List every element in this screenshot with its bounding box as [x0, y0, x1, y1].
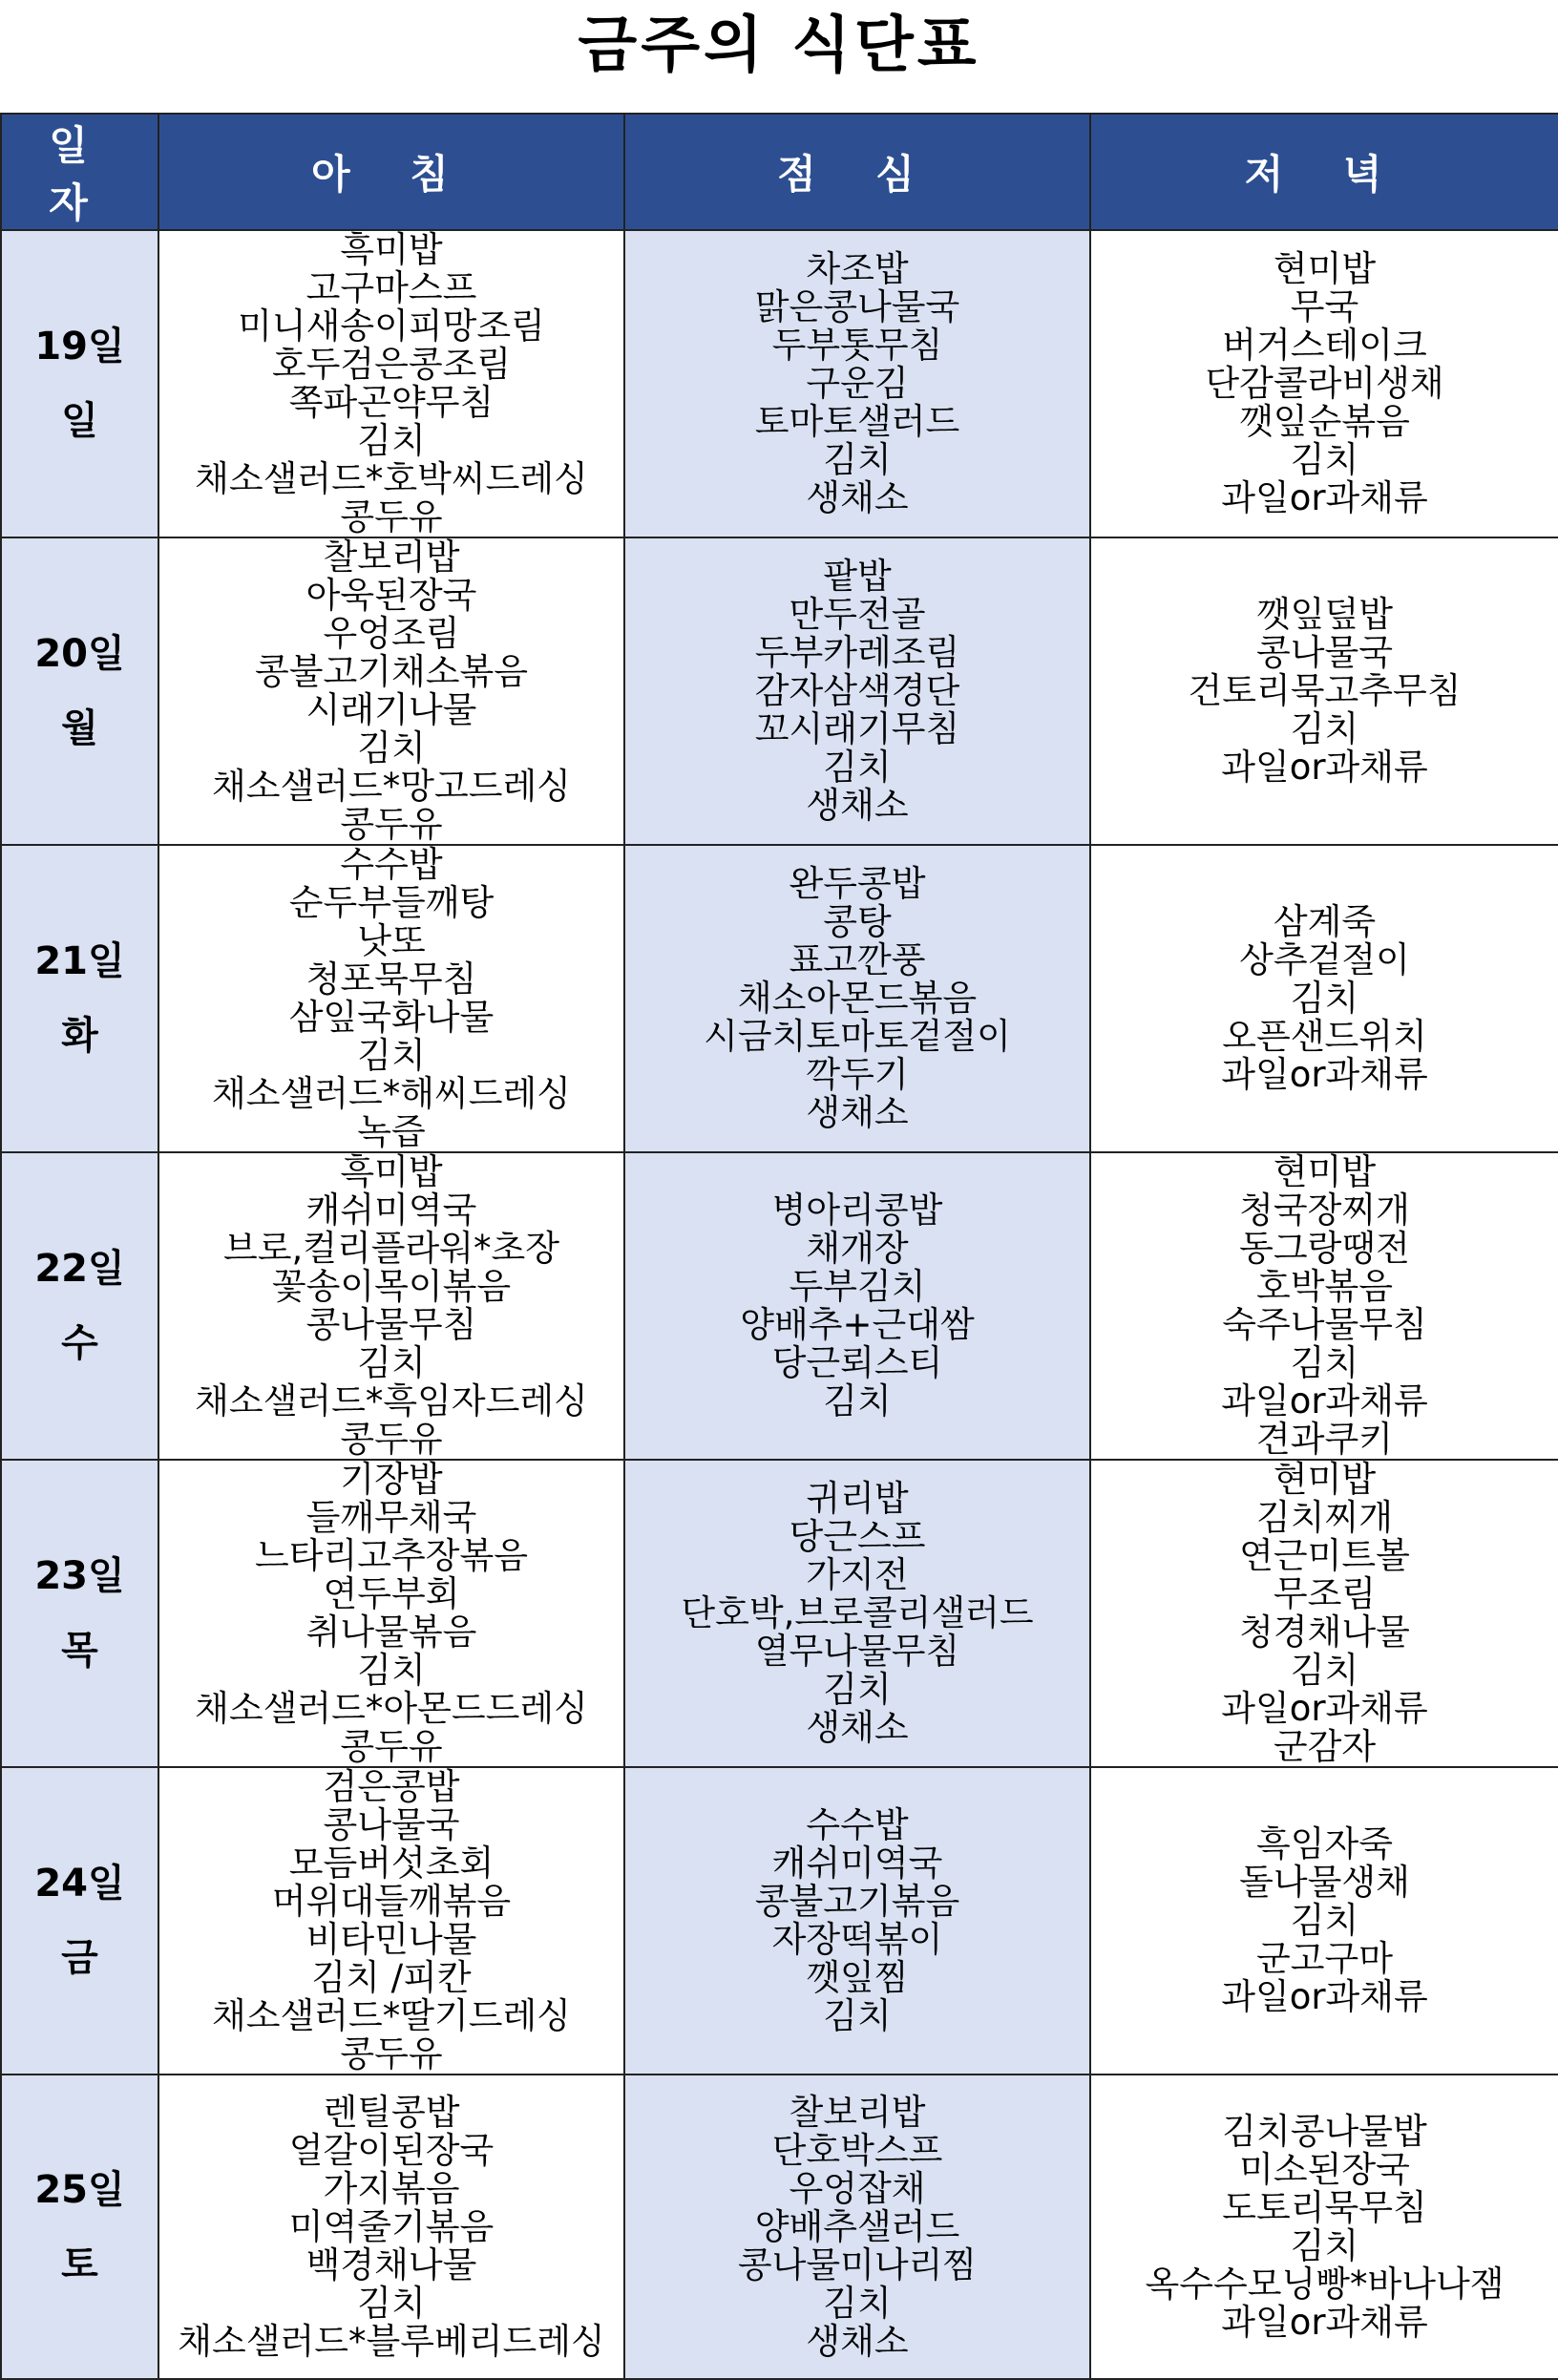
breakfast-cell: [158, 1460, 624, 1767]
menu-item: 두부카레조림: [754, 632, 960, 673]
menu-item: 콩나물무침: [305, 1304, 477, 1345]
menu-item: 두부김치: [789, 1266, 926, 1307]
page-title: 금주의 식단표: [578, 11, 980, 81]
menu-item: 검은콩밥: [323, 1766, 460, 1807]
breakfast-cell: [158, 537, 624, 845]
dinner-cell: [1090, 1460, 1558, 1767]
dinner-cell: [1090, 537, 1558, 845]
menu-item: 김치: [357, 727, 426, 769]
day-row: [1, 537, 1558, 845]
menu-item: 꽃송이목이볶음: [271, 1266, 512, 1307]
day-cell: [1, 1152, 158, 1460]
menu-item: 연두부회: [323, 1573, 460, 1614]
menu-item: 과일or과채류: [1221, 2301, 1428, 2343]
menu-item: 채소샐러드*호박씨드레싱: [195, 458, 588, 499]
day-date: 19일: [34, 325, 125, 369]
menu-item: 느타리고추장볶음: [255, 1535, 528, 1576]
menu-item: 기장밥: [340, 1459, 443, 1500]
breakfast-list: [159, 1153, 623, 1459]
menu-item: 찰보리밥: [789, 2091, 926, 2133]
header-breakfast: 아 침: [158, 114, 624, 230]
menu-item: 김치: [357, 1650, 426, 1691]
menu-body: [1, 230, 1558, 2379]
menu-item: 연근미트볼: [1239, 1535, 1410, 1576]
menu-item: 청포묵무침: [305, 958, 477, 1000]
menu-item: 얼갈이된장국: [288, 2129, 495, 2171]
menu-item: 흑미밥: [340, 229, 443, 270]
menu-item: 호두검은콩조림: [271, 344, 512, 385]
day-cell: [1, 845, 158, 1152]
dinner-cell: [1090, 845, 1558, 1152]
menu-item: 돌나물생채: [1239, 1862, 1410, 1903]
menu-item: 팥밥: [823, 556, 892, 597]
menu-item: 과일or과채류: [1221, 1976, 1428, 2017]
day-date: 23일: [34, 1554, 125, 1598]
menu-item: 김치: [1290, 708, 1359, 749]
menu-item: 군고구마: [1256, 1938, 1393, 1979]
menu-item: 동그랑땡전: [1239, 1228, 1410, 1269]
menu-item: 흑미밥: [340, 1151, 443, 1192]
menu-item: 옥수수모닝빵*바나나잼: [1145, 2263, 1505, 2305]
menu-item: 채소샐러드*망고드레싱: [212, 766, 571, 807]
day-weekday: 토: [61, 2242, 98, 2286]
menu-item: 김치콩나물밥: [1222, 2110, 1427, 2152]
menu-item: 낫또: [357, 920, 426, 961]
day-weekday: 금: [61, 1936, 98, 1980]
menu-item: 콩두유: [340, 1419, 443, 1460]
menu-item: 생채소: [806, 2320, 909, 2362]
menu-item: 김치: [1290, 1900, 1359, 1941]
day-weekday: 목: [61, 1629, 98, 1673]
lunch-list: [625, 1480, 1089, 1747]
menu-item: 가지볶음: [323, 2167, 460, 2209]
menu-item: 오픈샌드위치: [1222, 1016, 1427, 1057]
menu-item: 캐쉬미역국: [305, 1190, 477, 1231]
lunch-cell: [624, 1152, 1090, 1460]
menu-item: 무조림: [1273, 1573, 1377, 1614]
lunch-list: [625, 558, 1089, 825]
menu-item: 당근뢰스티: [771, 1342, 943, 1383]
menu-item: 견과쿠키: [1256, 1419, 1393, 1460]
breakfast-list: [159, 1768, 623, 2074]
menu-item: 깻잎찜: [806, 1957, 909, 1998]
menu-item: 과일or과채류: [1221, 747, 1428, 788]
day-date: 25일: [34, 2167, 125, 2212]
menu-item: 양배추+근대쌈: [740, 1304, 975, 1345]
menu-item: 백경채나물: [305, 2243, 477, 2285]
menu-item: 채개장: [806, 1228, 909, 1269]
menu-item: 콩두유: [340, 1726, 443, 1767]
menu-item: 현미밥: [1273, 248, 1377, 289]
day-row: [1, 230, 1558, 537]
menu-item: 캐쉬미역국: [771, 1843, 943, 1884]
lunch-cell: [624, 1460, 1090, 1767]
menu-item: 채소샐러드*아몬드드레싱: [195, 1688, 588, 1729]
menu-item: 상추겉절이: [1239, 939, 1410, 980]
menu-item: 두부톳무침: [771, 325, 943, 366]
menu-item: 콩탕: [823, 901, 892, 942]
header-day: 일 자: [1, 114, 158, 230]
day-date: 22일: [34, 1247, 125, 1291]
menu-item: 김치: [823, 2282, 892, 2324]
day-row: [1, 2075, 1558, 2379]
breakfast-cell: [158, 1767, 624, 2075]
day-cell: [1, 2075, 158, 2379]
dinner-list: [1091, 2110, 1558, 2343]
menu-item: 우엉조림: [323, 613, 460, 654]
menu-item: 깻잎덮밥: [1256, 594, 1393, 635]
menu-item: 우엉잡채: [789, 2167, 926, 2209]
menu-item: 시래기나물: [305, 689, 477, 730]
breakfast-cell: [158, 845, 624, 1152]
dinner-list: [1091, 1153, 1558, 1459]
menu-item: 김치: [1290, 1650, 1359, 1691]
menu-item: 토마토샐러드: [754, 401, 960, 442]
dinner-cell: [1090, 2075, 1558, 2379]
menu-item: 쪽파곤약무침: [288, 382, 495, 423]
dinner-list: [1091, 596, 1558, 787]
menu-item: 생채소: [806, 1707, 909, 1748]
day-cell: [1, 1767, 158, 2075]
menu-item: 김치: [823, 1995, 892, 2036]
breakfast-list: [159, 846, 623, 1151]
menu-item: 김치: [357, 1342, 426, 1383]
lunch-list: [625, 865, 1089, 1132]
menu-item: 삼잎국화나물: [288, 997, 495, 1038]
menu-item: 과일or과채류: [1221, 1380, 1428, 1422]
day-weekday: 수: [61, 1321, 98, 1365]
dinner-cell: [1090, 230, 1558, 537]
menu-item: 김치: [1290, 2224, 1359, 2266]
menu-item: 깻잎순볶음: [1239, 401, 1410, 442]
menu-item: 열무나물무침: [754, 1631, 960, 1672]
menu-item: 흑임자죽: [1256, 1823, 1393, 1864]
menu-item: 김치: [357, 1035, 426, 1076]
menu-item: 수수밥: [340, 844, 443, 885]
day-cell: [1, 537, 158, 845]
menu-item: 김치: [823, 1669, 892, 1710]
day-cell: [1, 1460, 158, 1767]
menu-item: 단호박,브로콜리샐러드: [681, 1592, 1034, 1633]
menu-item: 구운김: [806, 363, 909, 404]
menu-item: 김치: [823, 747, 892, 788]
menu-item: 렌틸콩밥: [323, 2091, 460, 2133]
menu-item: 채소샐러드*해씨드레싱: [212, 1073, 571, 1114]
dinner-cell: [1090, 1152, 1558, 1460]
menu-item: 콩불고기채소볶음: [255, 651, 528, 692]
menu-item: 병아리콩밥: [771, 1190, 943, 1231]
menu-item: 청국장찌개: [1239, 1190, 1410, 1231]
menu-item: 표고깐풍: [789, 939, 926, 980]
day-date: 24일: [34, 1862, 125, 1906]
weekly-menu-table: [0, 113, 1558, 2380]
menu-item: 김치: [1290, 978, 1359, 1019]
dinner-list: [1091, 1825, 1558, 2016]
menu-item: 단감콜라비생채: [1205, 363, 1444, 404]
menu-item: 시금치토마토겉절이: [704, 1016, 1011, 1057]
menu-item: 모듬버섯초회: [288, 1843, 495, 1884]
menu-item: 꼬시래기무침: [754, 708, 960, 749]
menu-item: 생채소: [806, 785, 909, 826]
menu-item: 양배추샐러드: [754, 2205, 960, 2247]
menu-item: 숙주나물무침: [1222, 1304, 1427, 1345]
menu-item: 버거스테이크: [1222, 325, 1427, 366]
menu-item: 군감자: [1273, 1726, 1377, 1767]
day-row: [1, 1152, 1558, 1460]
day-row: [1, 1460, 1558, 1767]
menu-item: 과일or과채류: [1221, 1688, 1428, 1729]
breakfast-cell: [158, 1152, 624, 1460]
lunch-cell: [624, 845, 1090, 1152]
menu-item: 미소된장국: [1239, 2148, 1410, 2190]
menu-item: 만두전골: [789, 594, 926, 635]
menu-item: 호박볶음: [1256, 1266, 1393, 1307]
menu-item: 무국: [1290, 286, 1359, 327]
menu-item: 콩나물국: [1256, 632, 1393, 673]
dinner-list: [1091, 1461, 1558, 1766]
header-lunch: 점 심: [624, 114, 1090, 230]
lunch-list: [625, 1191, 1089, 1421]
menu-item: 현미밥: [1273, 1151, 1377, 1192]
lunch-list: [625, 1806, 1089, 2035]
menu-item: 김치 /피칸: [311, 1957, 472, 1998]
menu-item: 생채소: [806, 477, 909, 518]
menu-item: 자장떡볶이: [771, 1919, 943, 1960]
menu-item: 김치: [1290, 439, 1359, 480]
menu-item: 김치: [1290, 1342, 1359, 1383]
menu-item: 미니새송이피망조림: [238, 305, 545, 347]
day-cell: [1, 230, 158, 537]
menu-item: 단호박스프: [771, 2129, 943, 2171]
menu-item: 채소샐러드*딸기드레싱: [212, 1995, 571, 2036]
menu-item: 콩두유: [340, 804, 443, 845]
day-weekday: 화: [61, 1014, 98, 1058]
menu-item: 콩나물국: [323, 1804, 460, 1845]
lunch-cell: [624, 1767, 1090, 2075]
menu-item: 채소샐러드*흑임자드레싱: [195, 1380, 588, 1422]
menu-item: 머위대들깨볶음: [271, 1881, 512, 1922]
day-date: 20일: [34, 632, 125, 676]
breakfast-list: [159, 2091, 623, 2362]
menu-item: 순두부들깨탕: [288, 882, 495, 923]
menu-item: 김치: [823, 1380, 892, 1422]
breakfast-list: [159, 1461, 623, 1766]
header-dinner: 저 녁: [1090, 114, 1558, 230]
menu-item: 김치찌개: [1256, 1497, 1393, 1538]
menu-item: 깍두기: [806, 1054, 909, 1095]
menu-item: 고구마스프: [305, 267, 477, 308]
menu-item: 취나물볶음: [305, 1611, 477, 1653]
menu-item: 과일or과채류: [1221, 477, 1428, 518]
lunch-cell: [624, 2075, 1090, 2379]
menu-item: 삼계죽: [1273, 901, 1377, 942]
menu-item: 미역줄기볶음: [288, 2205, 495, 2247]
dinner-list: [1091, 250, 1558, 517]
menu-item: 차조밥: [806, 248, 909, 289]
lunch-cell: [624, 537, 1090, 845]
day-row: [1, 845, 1558, 1152]
dinner-cell: [1090, 1767, 1558, 2075]
menu-item: 채소샐러드*블루베리드레싱: [178, 2320, 605, 2362]
menu-item: 청경채나물: [1239, 1611, 1410, 1653]
menu-item: 김치: [357, 420, 426, 461]
lunch-cell: [624, 230, 1090, 537]
menu-item: 찰보리밥: [323, 537, 460, 578]
breakfast-list: [159, 231, 623, 537]
menu-item: 가지전: [806, 1554, 909, 1595]
menu-item: 녹즙: [357, 1111, 426, 1152]
day-row: [1, 1767, 1558, 2075]
breakfast-cell: [158, 2075, 624, 2379]
menu-item: 도토리묵무침: [1222, 2186, 1427, 2228]
menu-item: 김치: [823, 439, 892, 480]
header-row: [1, 114, 1558, 230]
menu-item: 당근스프: [789, 1516, 926, 1557]
menu-item: 현미밥: [1273, 1459, 1377, 1500]
menu-item: 콩두유: [340, 2033, 443, 2075]
menu-item: 채소아몬드볶음: [737, 978, 978, 1019]
menu-item: 아욱된장국: [305, 575, 477, 616]
day-weekday: 일: [61, 399, 98, 443]
menu-item: 비타민나물: [305, 1919, 477, 1960]
menu-item: 수수밥: [806, 1804, 909, 1845]
breakfast-list: [159, 538, 623, 844]
day-weekday: 월: [61, 706, 98, 750]
menu-item: 맑은콩나물국: [754, 286, 960, 327]
lunch-list: [625, 250, 1089, 517]
menu-item: 브로,컬리플라워*초장: [223, 1228, 559, 1269]
menu-item: 콩나물미나리찜: [737, 2243, 978, 2285]
menu-item: 생채소: [806, 1092, 909, 1133]
menu-item: 콩두유: [340, 496, 443, 537]
menu-item: 과일or과채류: [1221, 1054, 1428, 1095]
menu-item: 감자삼색경단: [754, 670, 960, 711]
dinner-list: [1091, 903, 1558, 1094]
menu-item: 건토리묵고추무침: [1188, 670, 1462, 711]
menu-item: 콩불고기볶음: [754, 1881, 960, 1922]
menu-item: 들깨무채국: [305, 1497, 477, 1538]
menu-item: 귀리밥: [806, 1478, 909, 1519]
lunch-list: [625, 2091, 1089, 2362]
day-date: 21일: [34, 939, 125, 983]
menu-item: 완두콩밥: [789, 863, 926, 904]
breakfast-cell: [158, 230, 624, 537]
menu-item: 김치: [357, 2282, 426, 2324]
